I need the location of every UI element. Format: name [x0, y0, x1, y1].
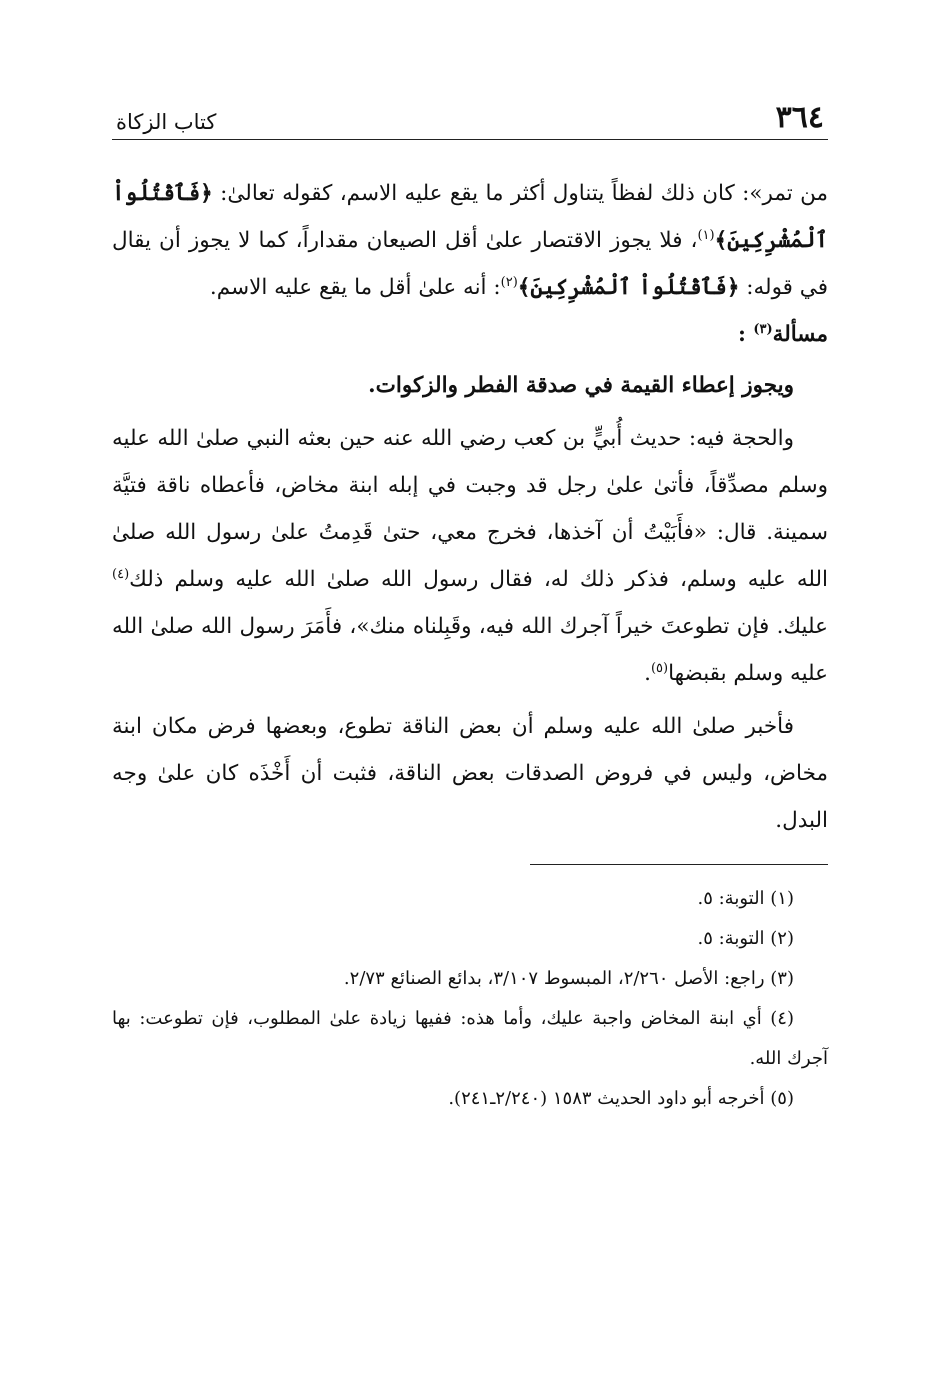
footnote-ref-1: (١) — [697, 227, 715, 243]
page-number: ٣٦٤ — [775, 100, 824, 135]
footnote-5: (٥) أخرجه أبو داود الحديث ١٥٨٣ (٢/٢٤٠ـ٢٤١). — [448, 1088, 794, 1109]
footnotes — [112, 879, 828, 1119]
conclusion-paragraph: فأخبر صلىٰ الله عليه وسلم أن بعض الناقة تطوع، وبعضها فرض مكان ابنة مخاض، وليس في فروض الصدقات بعض الناقة، فثبت أن أَخْذَه كان علىٰ وجه البدل. — [112, 714, 828, 833]
footnote-2: (٢) التوبة: ٥. — [697, 928, 794, 949]
text-segment: ، فلا يجوز الاقتصار علىٰ أقل الصيعان مقداراً، كما لا يجوز أن يقال في قوله: — [112, 228, 828, 300]
text-segment: : أنه علىٰ أقل ما يقع عليه الاسم. — [209, 275, 501, 300]
footnote-ref-4: (٤) — [112, 566, 130, 582]
quran-verse: ﴿فَٱقْتُلُواْ ٱلْمُشْرِكِينَ﴾ — [517, 275, 740, 300]
masala-heading — [112, 311, 828, 358]
footnote-3: (٣) راجع: الأصل ٢/٢٦٠، المبسوط ٣/١٠٧، بدائع الصنائع ٢/٧٣. — [343, 968, 794, 989]
text-segment: والحجة فيه: حديث أُبيٍّ بن كعب رضي الله عنه حين بعثه النبي صلىٰ الله عليه وسلم مصدِّقاً، فأتىٰ علىٰ رجل قد وجبت في إبله ابنة مخاض، فأعطاه ناقة فتيَّة سمينة. قال: «فأَبَيْتُ أن آخذها، فخرج معي، حتىٰ قَدِمتُ علىٰ رسول الله صلىٰ الله عليه وسلم، فذكر ذلك له، فقال رسول الله صلىٰ الله عليه وسلم ذلك — [112, 426, 828, 592]
footnote-1: (١) التوبة: ٥. — [697, 888, 794, 909]
ruling-statement: ويجوز إعطاء القيمة في صدقة الفطر والزكوات. — [368, 373, 794, 398]
book-page — [112, 92, 828, 1119]
footnote-ref-3: (٣) — [753, 321, 773, 337]
masala-colon: : — [737, 322, 754, 347]
text-segment: من تمر»: كان ذلك لفظاً يتناول أكثر ما يقع عليه الاسم، كقوله تعالىٰ: — [212, 181, 828, 206]
footnote-ref-2: (٢) — [500, 274, 518, 290]
book-title: كتاب الزكاة — [116, 110, 217, 134]
main-text — [112, 170, 828, 844]
text-segment: عليك. فإن تطوعتَ خيراً آجرك الله فيه، وقَبِلناه منك»، فأَمَرَ رسول الله صلىٰ الله عليه وسلم بقبضها — [112, 614, 828, 686]
quran-verse: ﴿فَٱقْتُلُواْ ٱلْمُشْرِكِينَ﴾ — [112, 181, 828, 253]
paragraph-continuation — [112, 170, 828, 311]
text-segment: . — [644, 661, 651, 686]
footnote-divider — [530, 864, 828, 865]
page-header — [112, 92, 828, 140]
footnote-ref-5: (٥) — [650, 660, 669, 676]
masala-label: مسألة — [772, 322, 828, 347]
evidence-paragraph — [112, 415, 828, 697]
footnote-4: (٤) أي ابنة المخاض واجبة عليك، وأما هذه: ففيها زيادة علىٰ المطلوب، فإن تطوعت: بها آجرك الله. — [112, 1008, 828, 1069]
